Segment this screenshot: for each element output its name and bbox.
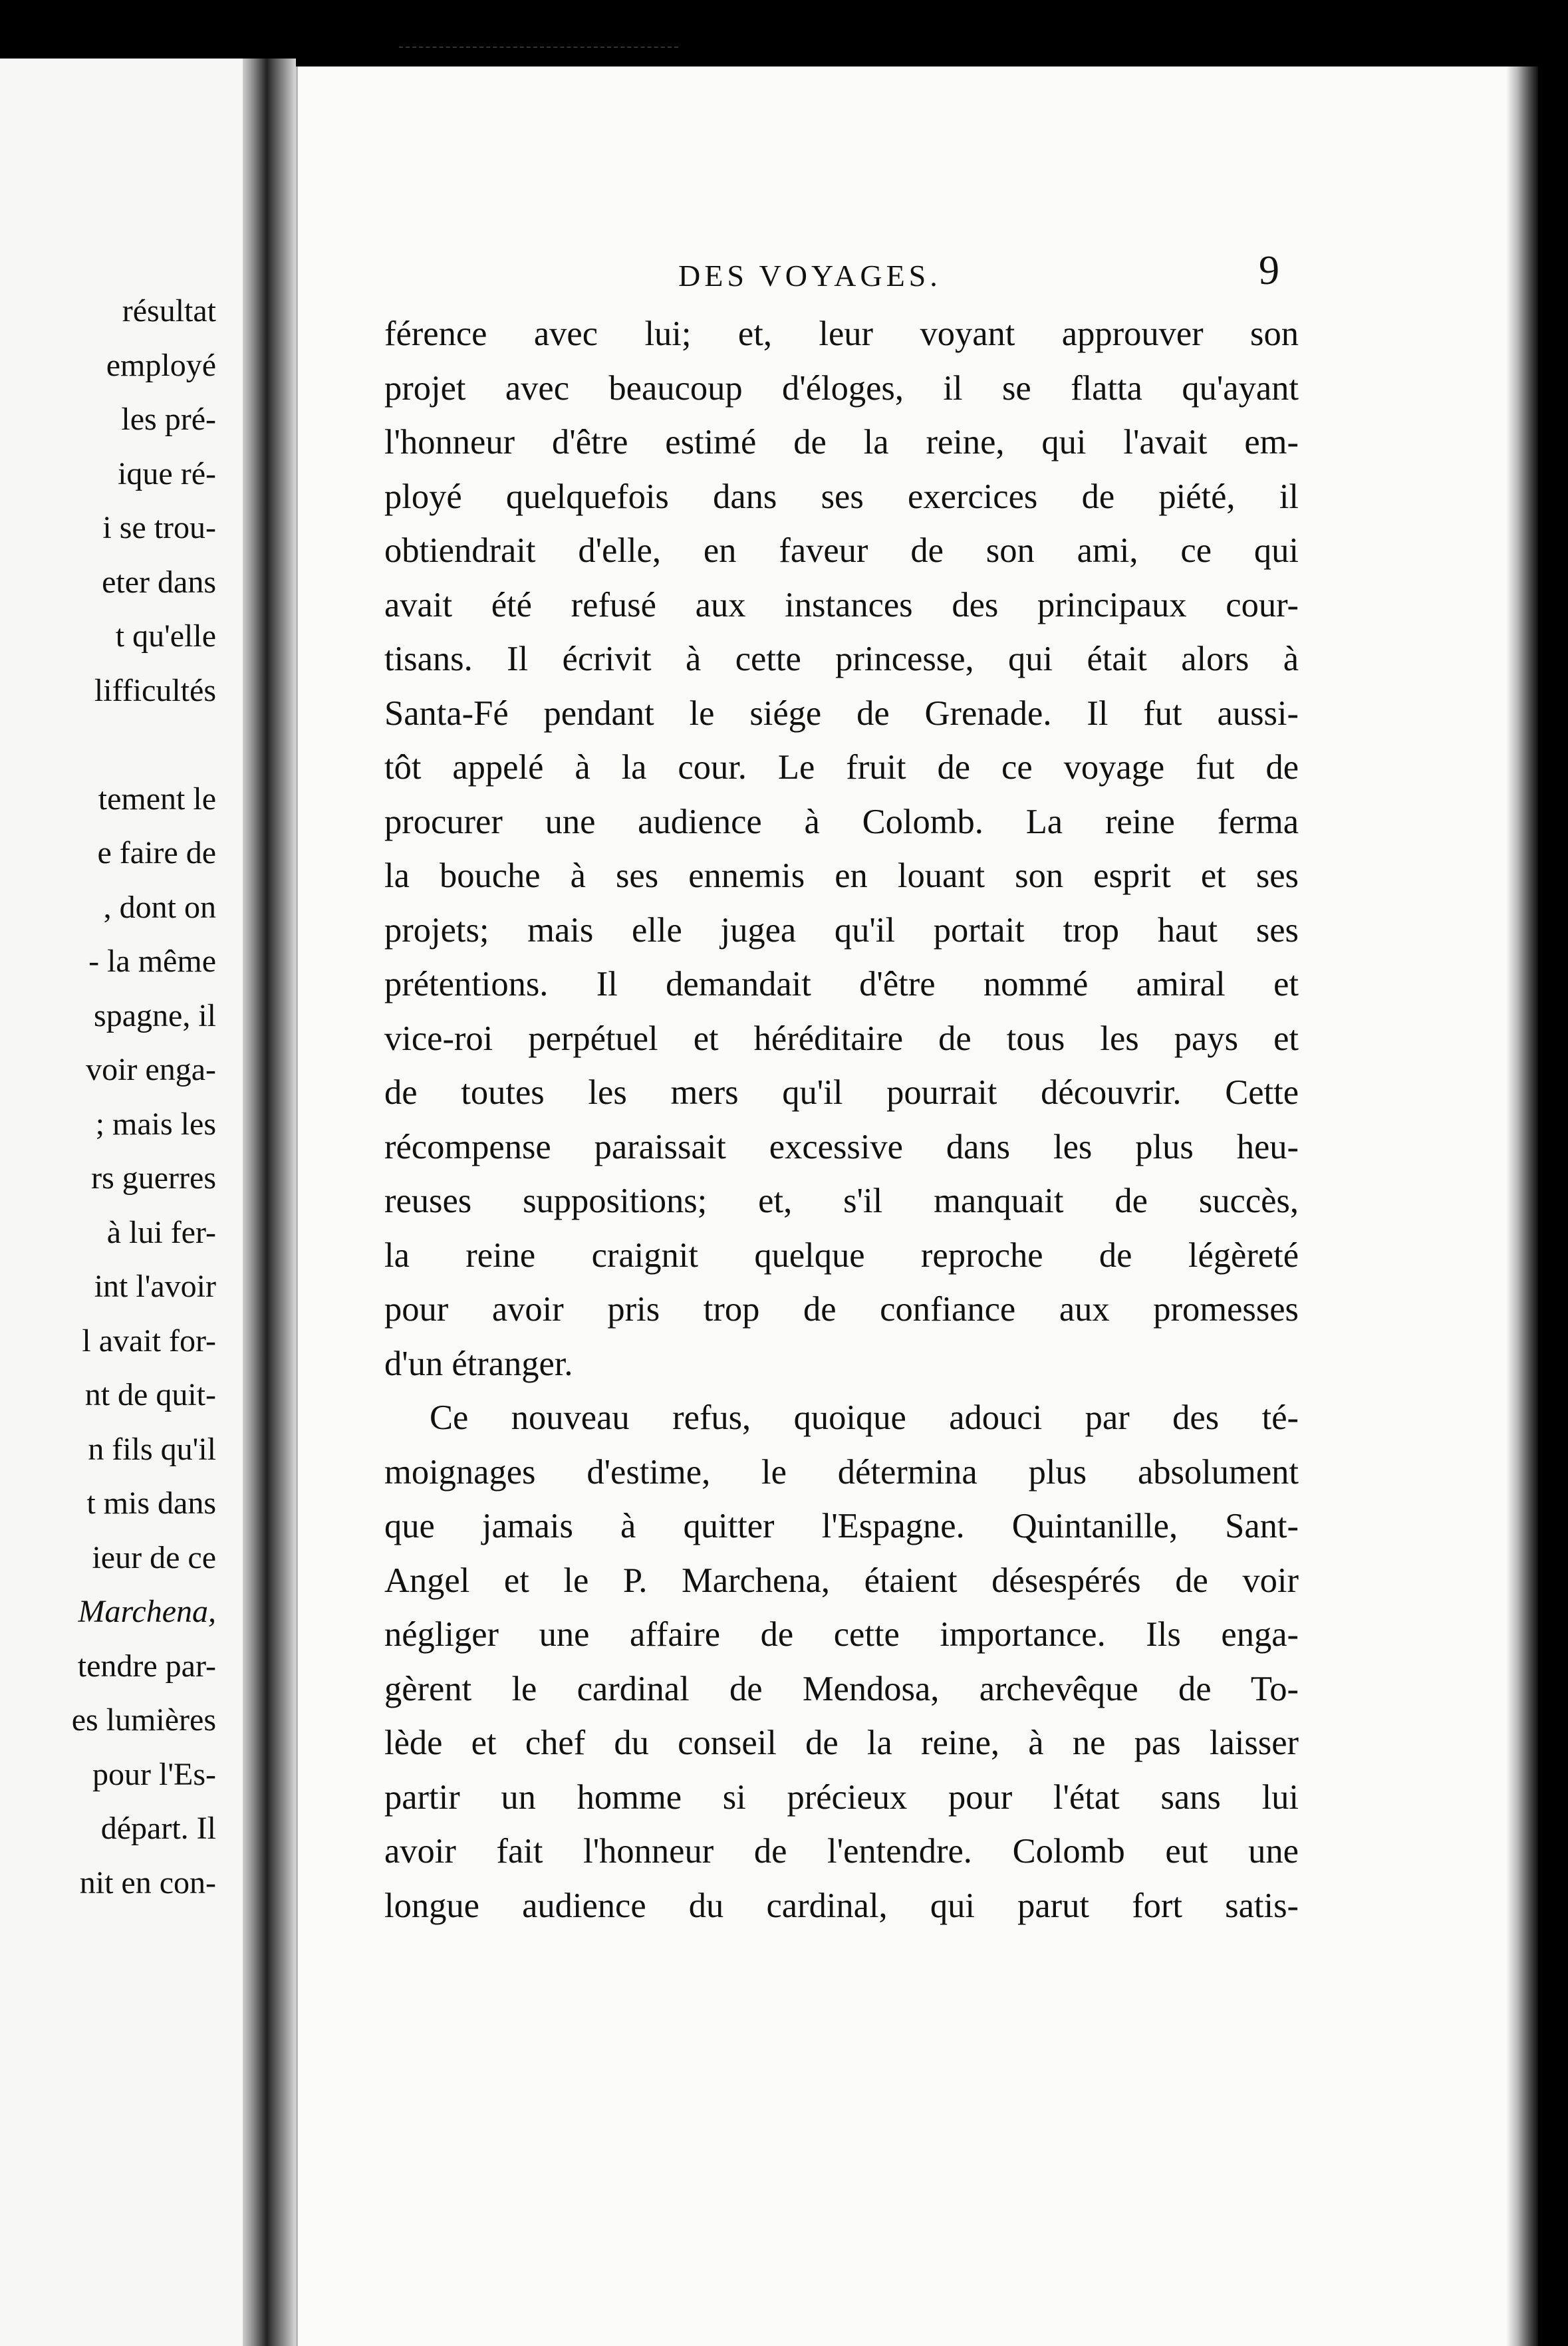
- left-page-line: rs guerres: [91, 1160, 216, 1196]
- left-page-line: es lumières: [71, 1702, 216, 1738]
- text-line: procurer une audience à Colomb. La reine ferma: [384, 802, 1299, 841]
- left-page-line: l avait for-: [82, 1323, 216, 1359]
- left-page-line: lifficultés: [94, 672, 216, 708]
- scan-marks: [399, 47, 678, 53]
- text-line: prétentions. Il demandait d'être nommé amiral et: [384, 965, 1299, 1003]
- text-line: vice-roi perpétuel et héréditaire de tous les pays et: [384, 1019, 1299, 1058]
- left-page-line: t qu'elle: [115, 618, 216, 654]
- left-page-line: t mis dans: [86, 1486, 216, 1521]
- text-line: l'honneur d'être estimé de la reine, qui l'avait em-: [384, 423, 1299, 461]
- text-line: projet avec beaucoup d'éloges, il se flatta qu'ayant: [384, 368, 1299, 408]
- running-head: DES VOYAGES.: [678, 259, 942, 293]
- text-line: avait été refusé aux instances des principaux cour-: [384, 585, 1299, 624]
- text-line: Angel et le P. Marchena, étaient désespérés de voir: [384, 1561, 1299, 1600]
- text-line: longue audience du cardinal, qui parut fort satis-: [384, 1886, 1299, 1925]
- text-line: moignages d'estime, le détermina plus absolument: [384, 1452, 1299, 1492]
- left-page-fragment: [0, 59, 243, 2346]
- page-edge-shadow: [1506, 66, 1538, 2346]
- text-line: reuses suppositions; et, s'il manquait de succès,: [384, 1182, 1299, 1220]
- text-line: Santa-Fé pendant le siége de Grenade. Il fut aussi-: [384, 694, 1299, 733]
- left-page-line: pour l'Es-: [92, 1756, 216, 1792]
- body-text: [384, 307, 1299, 1933]
- text-line: tôt appelé à la cour. Le fruit de ce voyage fut de: [384, 748, 1299, 787]
- left-page-line: nit en con-: [79, 1865, 216, 1900]
- left-page-line: - la même: [88, 944, 216, 979]
- text-line: la reine craignit quelque reproche de légèreté: [384, 1236, 1299, 1275]
- left-page-line: les pré-: [121, 402, 216, 437]
- left-page-line: nt de quit-: [84, 1377, 216, 1412]
- text-line: ployé quelquefois dans ses exercices de piété, il: [384, 477, 1299, 516]
- left-page-line: tement le: [98, 781, 216, 817]
- text-line: avoir fait l'honneur de l'entendre. Colomb eut une: [384, 1832, 1299, 1871]
- left-page-line: e faire de: [97, 835, 216, 870]
- text-line: lède et chef du conseil de la reine, à ne pas laisser: [384, 1724, 1299, 1762]
- text-line: la bouche à ses ennemis en louant son esprit et ses: [384, 856, 1299, 895]
- text-line: que jamais à quitter l'Espagne. Quintanille, Sant-: [384, 1507, 1299, 1545]
- left-page-line: i se trou-: [102, 510, 216, 545]
- text-line: partir un homme si précieux pour l'état sans lui: [384, 1777, 1299, 1817]
- left-page-line: , dont on: [103, 889, 216, 925]
- left-page-line: int l'avoir: [94, 1269, 216, 1304]
- text-line: projets; mais elle jugea qu'il portait trop haut ses: [384, 910, 1299, 950]
- left-page-line: résultat: [122, 293, 216, 328]
- left-page-line: ; mais les: [95, 1106, 216, 1142]
- text-line: obtiendrait d'elle, en faveur de son ami, ce qui: [384, 531, 1299, 570]
- text-line: négliger une affaire de cette importance. Ils enga-: [384, 1615, 1299, 1654]
- text-line: tisans. Il écrivit à cette princesse, qui était alors à: [384, 640, 1299, 678]
- text-line: récompense paraissait excessive dans les plus heu-: [384, 1127, 1299, 1166]
- page-number: 9: [1259, 248, 1279, 293]
- left-page-line: eter dans: [102, 564, 216, 600]
- left-page-line: n fils qu'il: [88, 1431, 216, 1467]
- left-page-line: tendre par-: [77, 1648, 216, 1684]
- text-line: pour avoir pris trop de confiance aux promesses: [384, 1290, 1299, 1329]
- left-page-line: employé: [106, 347, 216, 383]
- text-line: d'un étranger.: [384, 1344, 573, 1383]
- text-line: gèrent le cardinal de Mendosa, archevêque de To-: [384, 1669, 1299, 1708]
- left-page-line: Marchena,: [78, 1594, 216, 1629]
- left-page-line: spagne, il: [94, 997, 216, 1033]
- left-page-line: à lui fer-: [106, 1214, 216, 1250]
- text-line: de toutes les mers qu'il pourrait découvrir. Cette: [384, 1073, 1299, 1112]
- left-page-line: départ. Il: [100, 1811, 216, 1846]
- left-page-line: voir enga-: [86, 1052, 216, 1087]
- left-page-line: ieur de ce: [92, 1539, 216, 1575]
- text-line: férence avec lui; et, leur voyant approuver son: [384, 315, 1299, 353]
- book-gutter: [243, 59, 296, 2346]
- left-page-line: ique ré-: [118, 456, 216, 491]
- text-line: Ce nouveau refus, quoique adouci par des té-: [430, 1398, 1299, 1437]
